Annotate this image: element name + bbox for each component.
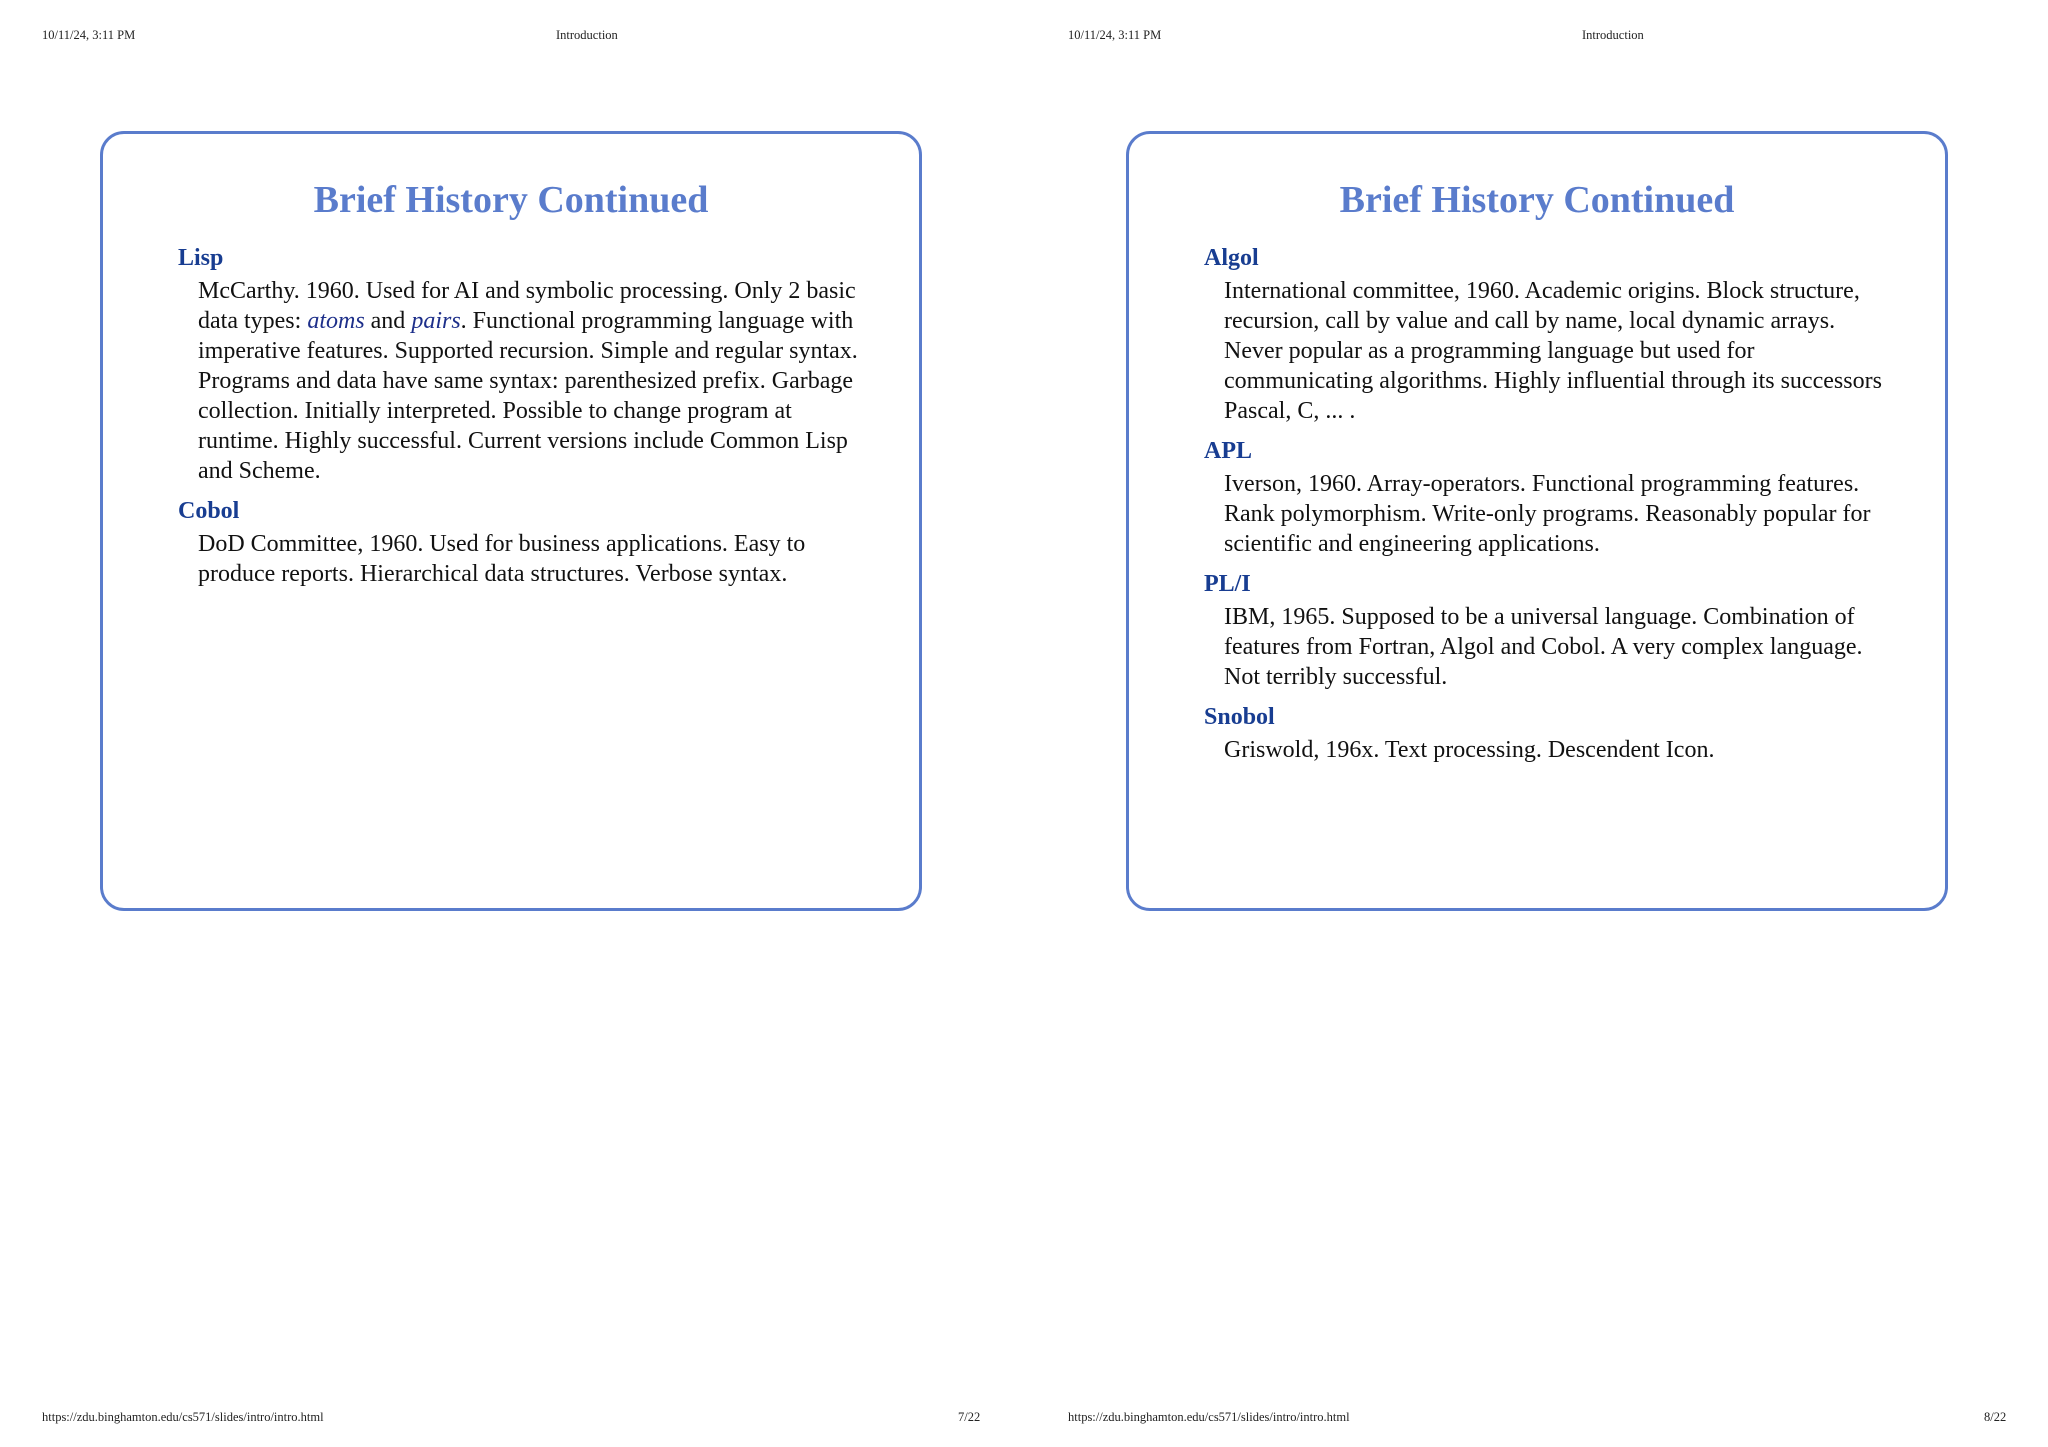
entry-term: PL/I	[1204, 571, 1251, 597]
entry-description: Griswold, 196x. Text processing. Descendent Icon.	[1224, 737, 1715, 763]
emphasis-atoms: atoms	[307, 308, 365, 334]
desc-text: and	[364, 308, 412, 334]
entry-algol	[1204, 244, 1884, 426]
entry-pl1	[1204, 570, 1884, 692]
print-datetime-right: 10/11/24, 3:11 PM	[1068, 28, 1162, 42]
entry-snobol	[1204, 703, 1884, 765]
entry-description: Iverson, 1960. Array-operators. Functional programming features. Rank polymorphism. Write-only programs. Reasonably popular for scientific and engineering applications.	[1224, 471, 1871, 557]
slide-title: Brief History Continued	[1339, 179, 1735, 221]
print-datetime-left: 10/11/24, 3:11 PM	[42, 28, 136, 42]
print-url-right: https://zdu.binghamton.edu/cs571/slides/intro/intro.html	[1068, 1410, 1350, 1424]
entry-term: Algol	[1204, 245, 1259, 271]
entry-description	[198, 276, 858, 486]
definition-list	[178, 244, 858, 589]
definition-list	[1204, 244, 1884, 765]
print-title-right: Introduction	[1582, 28, 1644, 42]
entry-term: APL	[1204, 438, 1252, 464]
slide-8	[1126, 131, 1948, 911]
entry-term: Lisp	[178, 245, 224, 271]
print-page-number-right: 8/22	[1984, 1410, 2007, 1424]
desc-text: . Functional programming language with imperative features. Supported recursion. Simple and regular syntax. Programs and data have same syntax: parenthesized prefix. Garbage collection. Initially interpreted. Possible to change program at runtime. Highly successful. Current versions include Common Lisp and Scheme.	[198, 308, 858, 484]
desc-text: McCarthy. 1960. Used for AI and symbolic processing. Only 2 basic data types:	[198, 278, 856, 334]
slide-7	[100, 131, 922, 911]
entry-description: International committee, 1960. Academic origins. Block structure, recursion, call by value and call by name, local dynamic arrays. Never popular as a programming language but used for communicating algorithms. Highly influential through its successors Pascal, C, ... .	[1224, 278, 1882, 424]
entry-description: IBM, 1965. Supposed to be a universal language. Combination of features from Fortran, Algol and Cobol. A very complex language. Not terribly successful.	[1224, 604, 1863, 690]
emphasis-pairs: pairs	[411, 308, 461, 334]
print-url-left: https://zdu.binghamton.edu/cs571/slides/intro/intro.html	[42, 1410, 324, 1424]
print-page-number-left: 7/22	[958, 1410, 981, 1424]
entry-term: Snobol	[1204, 704, 1275, 730]
entry-term: Cobol	[178, 498, 240, 524]
entry-lisp	[178, 244, 858, 486]
slide-title: Brief History Continued	[313, 179, 709, 221]
print-title-left: Introduction	[556, 28, 618, 42]
entry-cobol	[178, 497, 858, 589]
entry-description: DoD Committee, 1960. Used for business applications. Easy to produce reports. Hierarchical data structures. Verbose syntax.	[198, 531, 806, 587]
entry-apl	[1204, 437, 1884, 559]
